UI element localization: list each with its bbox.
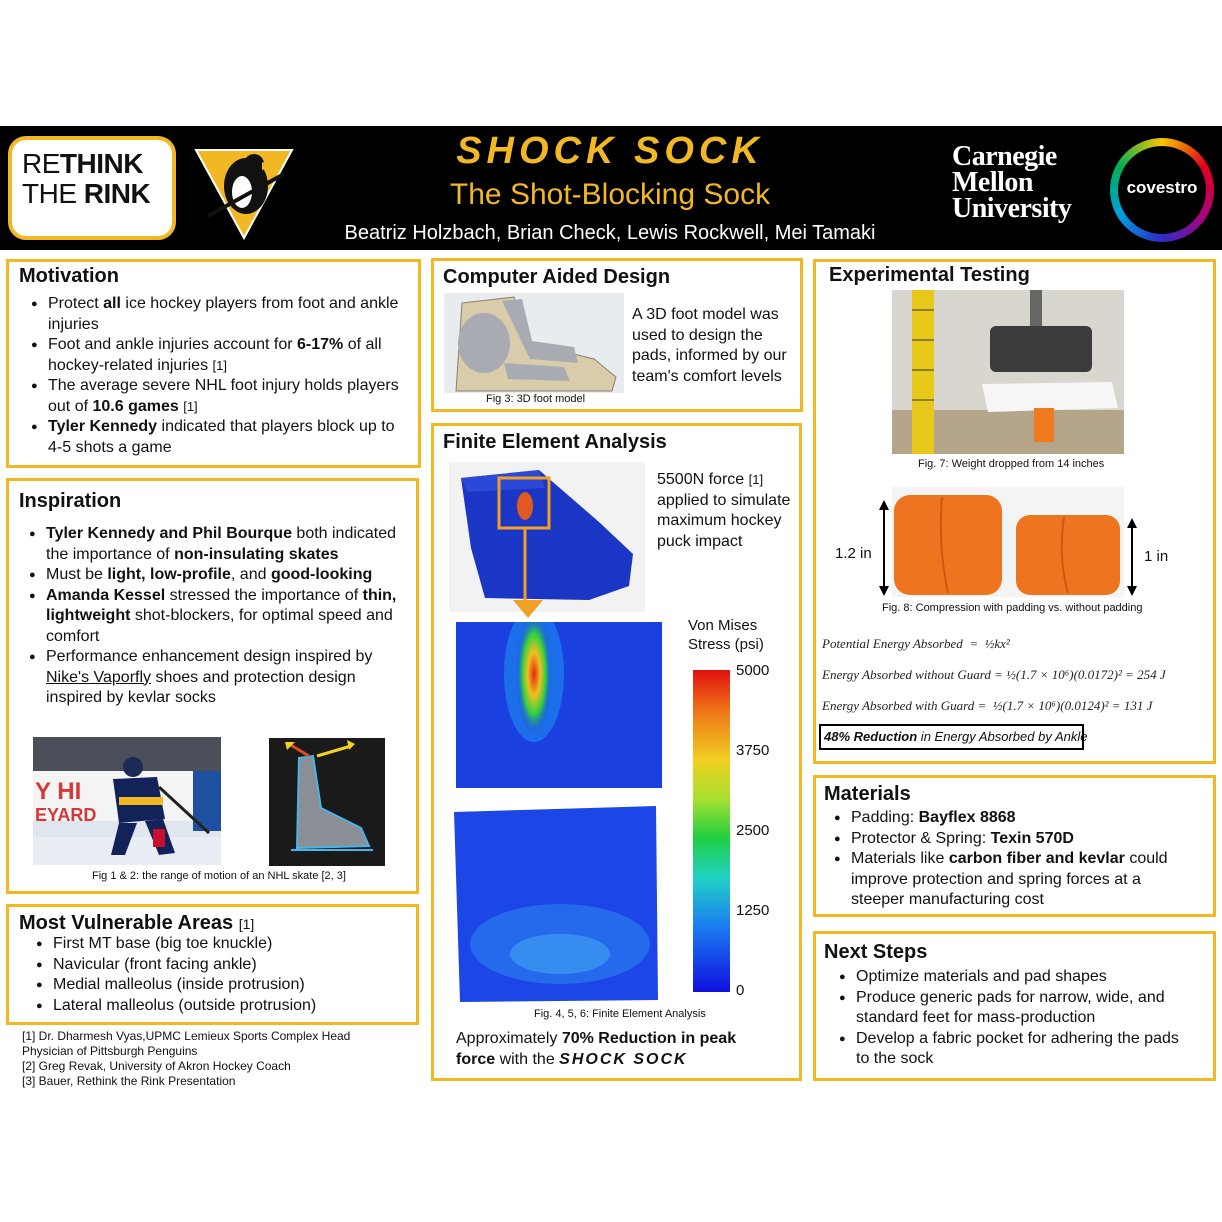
list-item: ● Materials like carbon fiber and kevlar could improve protection and spring forces at a steeper manufacturing cost [851, 849, 1191, 911]
list-item: ● Padding: Bayflex 8868 [851, 808, 1191, 829]
rethink-the-rink-logo: RETHINK THE RINK [8, 136, 176, 240]
list-item: ● The average severe NHL foot injury holds players out of 10.6 games [1] [48, 376, 410, 417]
materials-title: Materials [824, 783, 911, 805]
hockey-player-photo [33, 737, 221, 865]
legend-title: Von Mises Stress (psi) [688, 617, 764, 653]
fig-8-caption: Fig. 8: Compression with padding vs. without padding [882, 602, 1143, 614]
motivation-title: Motivation [19, 265, 119, 287]
list-item: ● Performance enhancement design inspired by Nike's Vaporfly shoes and protection design inspired by kevlar socks [46, 647, 402, 709]
materials-list [851, 808, 1191, 911]
list-item: ● Optimize materials and pad shapes [856, 967, 1196, 988]
fea-title: Finite Element Analysis [443, 431, 667, 453]
experimental-testing-title: Experimental Testing [829, 264, 1030, 286]
equation-potential-energy: Potential Energy Absorbed = ½kx² [822, 636, 1010, 651]
fea-stress-map-with-pad [456, 622, 662, 788]
legend-tick: 3750 [736, 742, 770, 759]
vulnerable-areas-title: Most Vulnerable Areas [1] [19, 912, 255, 934]
height-arrow-left-icon [876, 500, 892, 596]
reference-item: [1] Dr. Dharmesh Vyas,UPMC Lemieux Sports Complex Head Physician of Pittsburgh Penguins [22, 1029, 351, 1058]
list-item: ● Produce generic pads for narrow, wide, and standard feet for mass-production [856, 988, 1196, 1029]
equation-without-guard: Energy Absorbed without Guard = ½(1.7 × 10⁶)(0.0172)² = 254 J [822, 667, 1166, 682]
next-steps-list [856, 967, 1196, 1070]
list-item: ● Protect all ice hockey players from foot and ankle injuries [48, 294, 410, 335]
list-item: ● Navicular (front facing ankle) [53, 955, 403, 976]
penguins-logo [188, 134, 300, 242]
legend-tick: 0 [736, 982, 745, 999]
list-item: ● Amanda Kessel stressed the importance of thin, lightweight shot-blockers, for optimal speed and comfort [46, 586, 402, 648]
vulnerable-areas-list [53, 934, 403, 1016]
inspiration-title: Inspiration [19, 490, 122, 512]
stress-color-scale [693, 670, 730, 992]
legend-tick: 2500 [736, 822, 770, 839]
compression-comparison-photo [892, 487, 1124, 597]
cad-description: A 3D foot model was used to design the pads, informed by our team's comfort levels [632, 306, 787, 385]
skate-range-of-motion-diagram [269, 738, 385, 866]
covestro-logo-text: covestro [1126, 178, 1198, 197]
height-label-with-padding: 1.2 in [835, 545, 872, 562]
legend-tick: 1250 [736, 902, 770, 919]
inspiration-list [46, 524, 402, 709]
3d-foot-model-image [444, 293, 624, 393]
motivation-list [48, 294, 410, 458]
list-item: ● Must be light, low-profile, and good-looking [46, 565, 402, 586]
height-arrow-right-icon [1124, 518, 1140, 596]
zoom-arrow-icon [513, 600, 543, 620]
cad-title: Computer Aided Design [443, 266, 671, 288]
reference-item: [3] Bauer, Rethink the Rink Presentation [22, 1074, 236, 1088]
list-item: ● Tyler Kennedy and Phil Bourque both indicated the importance of non-insulating skates [46, 524, 402, 565]
equation-with-guard: Energy Absorbed with Guard = ½(1.7 × 10⁶)(0.0124)² = 131 J [822, 698, 1153, 713]
fea-result: Approximately 70% Reduction in peak force with the SHOCK SOCK [456, 1030, 737, 1068]
list-item: ● Protector & Spring: Texin 570D [851, 829, 1191, 850]
height-label-without-padding: 1 in [1144, 548, 1169, 565]
fig-1-2-caption: Fig 1 & 2: the range of motion of an NHL skate [2, 3] [92, 870, 346, 882]
list-item: ● Tyler Kennedy indicated that players block up to 4-5 shots a game [48, 417, 410, 458]
fea-description: 5500N force [1] applied to simulate maximum hockey puck impact [657, 471, 791, 550]
authors: Beatriz Holzbach, Brian Check, Lewis Rockwell, Mei Tamaki [344, 222, 876, 244]
cmu-logo: Carnegie Mellon University [952, 141, 1072, 224]
fig-3-caption: Fig 3: 3D foot model [486, 393, 586, 405]
reference-item: [2] Greg Revak, University of Akron Hockey Coach [22, 1059, 291, 1073]
fea-foot-model-image [449, 462, 645, 612]
fea-stress-map-without-pad [450, 804, 662, 1004]
list-item: ● Develop a fabric pocket for adhering the pads to the sock [856, 1029, 1196, 1070]
list-item: ● Medial malleolus (inside protrusion) [53, 975, 403, 996]
references [22, 1029, 402, 1089]
weight-drop-test-photo [892, 290, 1124, 454]
list-item: ● Foot and ankle injuries account for 6-17% of all hockey-related injuries [1] [48, 335, 410, 376]
next-steps-title: Next Steps [824, 941, 928, 963]
legend-tick: 5000 [736, 662, 770, 679]
fig-7-caption: Fig. 7: Weight dropped from 14 inches [918, 458, 1105, 470]
fig-4-5-6-caption: Fig. 4, 5, 6: Finite Element Analysis [534, 1008, 706, 1020]
svg-text:Y HI: Y HI [35, 778, 82, 805]
list-item: ● Lateral malleolus (outside protrusion) [53, 996, 403, 1017]
energy-reduction-result: 48% Reduction in Energy Absorbed by Ankle [819, 724, 1084, 750]
poster-title: SHOCK SOCK [456, 130, 764, 172]
poster-subtitle: The Shot-Blocking Sock [449, 178, 771, 211]
svg-text:EYARD: EYARD [35, 805, 97, 825]
list-item: ● First MT base (big toe knuckle) [53, 934, 403, 955]
